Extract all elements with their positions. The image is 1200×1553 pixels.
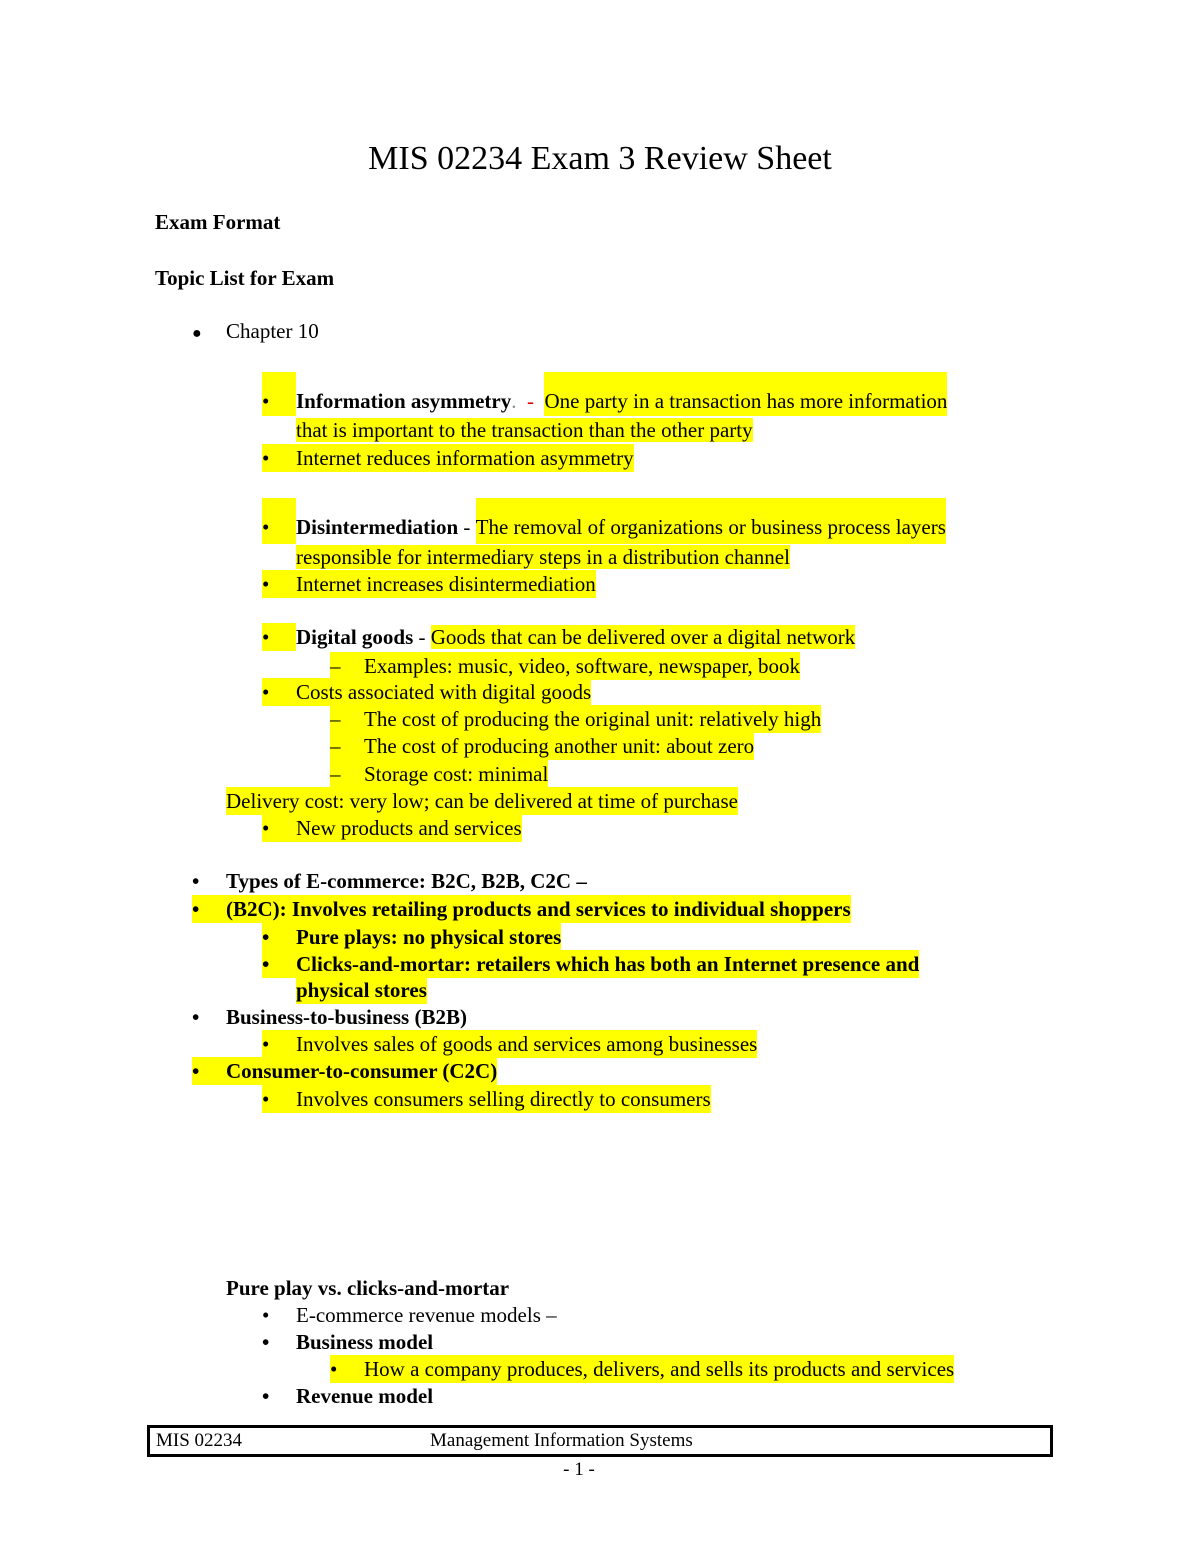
heading-topic-list: Topic List for Exam bbox=[155, 266, 335, 290]
definition: The removal of organizations or business process layers bbox=[476, 498, 946, 544]
list-item-disintermediation bbox=[262, 498, 946, 544]
list-item-cost bbox=[330, 705, 821, 733]
item-text: Internet reduces information asymmetry bbox=[296, 446, 634, 470]
bullet-icon: • bbox=[192, 869, 200, 893]
term: Information asymmetry bbox=[296, 389, 512, 413]
chapter-label: Chapter 10 bbox=[226, 319, 319, 343]
item-text: Internet increases disintermediation bbox=[296, 572, 596, 596]
separator: - bbox=[458, 515, 476, 539]
item-text: Business-to-business (B2B) bbox=[226, 1005, 467, 1029]
list-item-information-asymmetry bbox=[262, 372, 947, 416]
list-item-c2c bbox=[192, 1057, 497, 1085]
definition-text: responsible for intermediary steps in a distribution channel bbox=[296, 545, 790, 569]
item-text: Revenue model bbox=[296, 1384, 434, 1408]
definition-continued bbox=[296, 543, 790, 571]
bullet-icon: • bbox=[192, 1059, 200, 1083]
definition-continued bbox=[296, 416, 753, 444]
definition: One party in a transaction has more information bbox=[544, 372, 947, 416]
section-heading: Pure play vs. clicks-and-mortar bbox=[226, 1276, 510, 1300]
item-text: Involves sales of goods and services among businesses bbox=[296, 1032, 758, 1056]
list-item-business-model-def bbox=[330, 1355, 954, 1383]
list-item-examples bbox=[330, 652, 800, 680]
list-item-digital-goods bbox=[262, 623, 855, 651]
definition: Goods that can be delivered over a digital network bbox=[430, 625, 856, 649]
bullet-icon: • bbox=[262, 623, 296, 651]
bullet-icon: • bbox=[192, 1005, 200, 1029]
list-item-revenue-models bbox=[262, 1301, 557, 1329]
page-number: - 1 - bbox=[563, 1459, 595, 1480]
item-text: Clicks-and-mortar: retailers which has both an Internet presence and bbox=[296, 952, 920, 976]
list-item-b2b bbox=[192, 1003, 467, 1031]
list-item-internet-reduces bbox=[262, 444, 634, 472]
list-item-clicks-and-mortar bbox=[262, 950, 919, 978]
list-item-revenue-model bbox=[262, 1382, 433, 1410]
item-text: Business model bbox=[296, 1330, 434, 1354]
dash-icon: – bbox=[330, 734, 341, 758]
bullet-icon: • bbox=[262, 680, 270, 704]
page-title: MIS 02234 Exam 3 Review Sheet bbox=[368, 140, 832, 177]
bullet-icon: • bbox=[262, 1032, 270, 1056]
item-text: The cost of producing the original unit: relatively high bbox=[364, 707, 822, 731]
list-item-internet-increases bbox=[262, 570, 596, 598]
term: Disintermediation bbox=[296, 515, 459, 539]
list-item-business-model bbox=[262, 1328, 433, 1356]
separator: - bbox=[413, 625, 431, 649]
item-text: Involves consumers selling directly to consumers bbox=[296, 1087, 711, 1111]
bullet-icon: • bbox=[262, 1087, 270, 1111]
item-text: Consumer-to-consumer (C2C) bbox=[226, 1059, 498, 1083]
bullet-icon: • bbox=[262, 816, 270, 840]
dash-icon: – bbox=[330, 707, 341, 731]
item-text: Storage cost: minimal bbox=[364, 762, 549, 786]
delivery-cost: Delivery cost: very low; can be delivered at time of purchase bbox=[226, 789, 738, 813]
list-item-pure-plays bbox=[262, 923, 561, 951]
footer-course-name: Management Information Systems bbox=[430, 1430, 693, 1451]
bullet-icon: • bbox=[262, 372, 296, 416]
list-item-b2c bbox=[192, 895, 851, 923]
bullet-icon: • bbox=[262, 1330, 270, 1354]
definition-text: that is important to the transaction than the other party bbox=[296, 418, 753, 442]
period: . bbox=[511, 389, 517, 413]
list-item-b2b-def bbox=[262, 1030, 757, 1058]
item-text: The cost of producing another unit: about zero bbox=[364, 734, 755, 758]
item-text: How a company produces, delivers, and sells its products and services bbox=[364, 1357, 955, 1381]
heading-exam-format: Exam Format bbox=[155, 210, 281, 234]
list-item-cost bbox=[330, 732, 754, 760]
bullet-icon: • bbox=[262, 446, 270, 470]
bullet-icon: • bbox=[262, 1303, 270, 1327]
bullet-icon: • bbox=[262, 925, 270, 949]
bullet-icon: • bbox=[262, 952, 270, 976]
list-item-chapter bbox=[192, 317, 319, 345]
bullet-icon: • bbox=[330, 1357, 338, 1381]
list-item-c2c-def bbox=[262, 1085, 711, 1113]
separator: - bbox=[526, 389, 534, 413]
item-text: (B2C): Involves retailing products and services to individual shoppers bbox=[226, 897, 851, 921]
footer-course: MIS 02234 bbox=[156, 1430, 243, 1451]
list-item-new-products bbox=[262, 814, 522, 842]
dash-icon: – bbox=[330, 654, 341, 678]
list-item-types bbox=[192, 867, 587, 895]
clicks-continued: physical stores bbox=[296, 978, 427, 1002]
bullet-icon: • bbox=[262, 572, 270, 596]
bullet-icon: • bbox=[262, 1384, 270, 1408]
term: Digital goods bbox=[296, 625, 414, 649]
item-text: E-commerce revenue models – bbox=[296, 1303, 557, 1327]
bullet-icon: • bbox=[192, 897, 200, 921]
item-text: Examples: music, video, software, newspaper, book bbox=[364, 654, 800, 678]
item-text: New products and services bbox=[296, 816, 522, 840]
list-item-cost bbox=[330, 760, 548, 788]
bullet-icon: • bbox=[262, 498, 296, 544]
bullet-icon: ● bbox=[192, 325, 202, 342]
list-item-costs bbox=[262, 678, 591, 706]
dash-icon: – bbox=[330, 762, 341, 786]
item-text: Pure plays: no physical stores bbox=[296, 925, 562, 949]
page-footer bbox=[147, 1425, 1053, 1457]
item-text: Types of E-commerce: B2C, B2B, C2C – bbox=[226, 869, 587, 893]
item-text: Costs associated with digital goods bbox=[296, 680, 592, 704]
